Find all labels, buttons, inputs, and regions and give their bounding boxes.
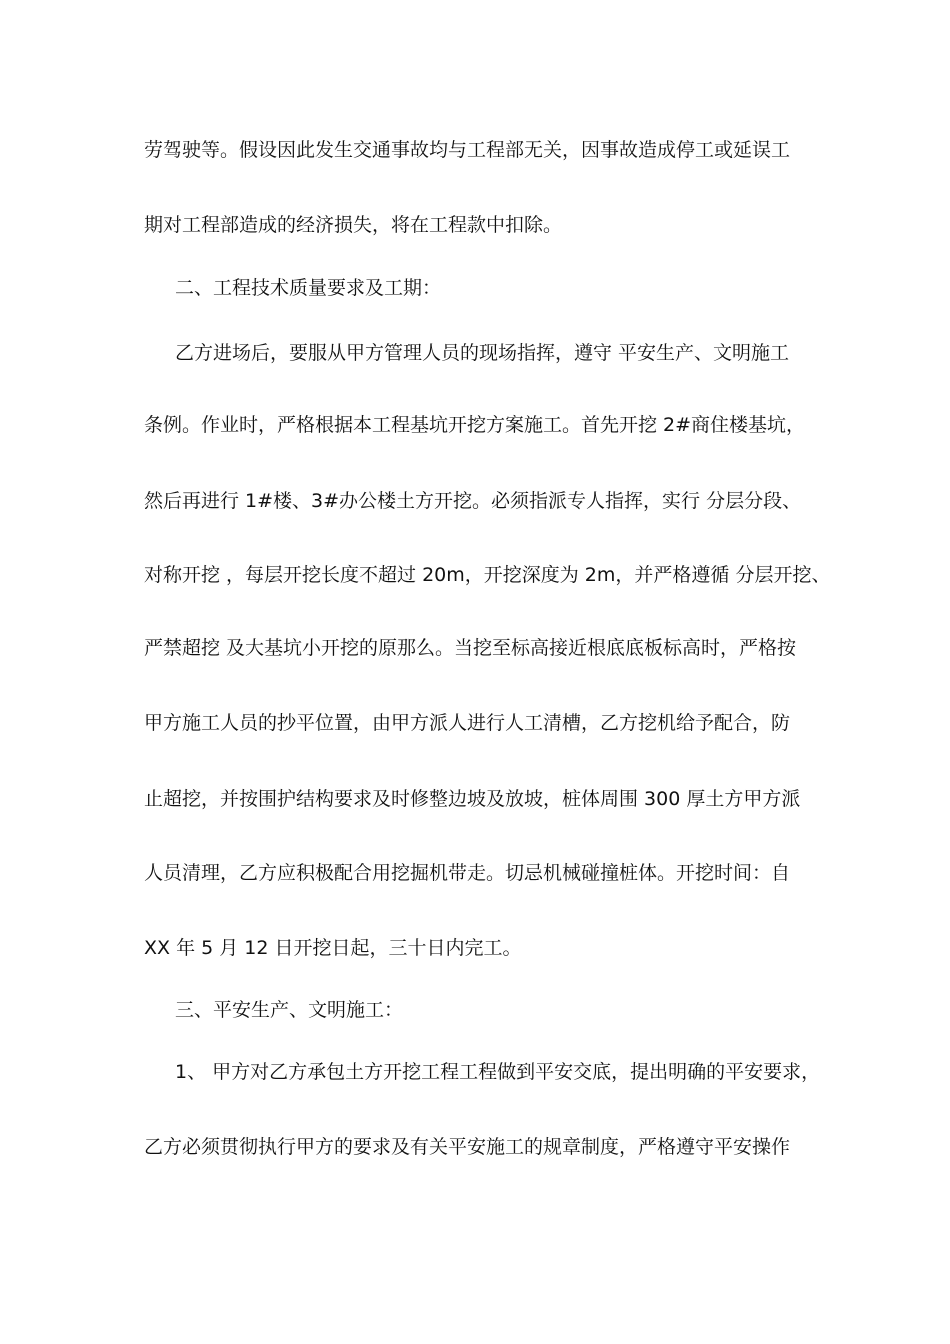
section-heading-safety: 三、平安生产、文明施工： <box>175 999 404 1021</box>
body-text-line: 止超挖，并按围护结构要求及时修整边坡及放坡，桩体周围 300 厚土方甲方派 <box>144 788 801 810</box>
body-text-line: 乙方必须贯彻执行甲方的要求及有关平安施工的规章制度，严格遵守平安操作 <box>144 1136 791 1158</box>
list-item-1: 1、 甲方对乙方承包土方开挖工程工程做到平安交底，提出明确的平安要求， <box>175 1061 821 1083</box>
body-text-line: 劳驾驶等。假设因此发生交通事故均与工程部无关，因事故造成停工或延误工 <box>144 139 791 161</box>
body-text-line: 严禁超挖 及大基坑小开挖的原那么。当挖至标高接近根底底板标高时，严格按 <box>144 637 797 659</box>
body-text-line: 乙方进场后，要服从甲方管理人员的现场指挥，遵守 平安生产、文明施工 <box>175 342 790 364</box>
body-text-line: 然后再进行 1#楼、3#办公楼土方开挖。必须指派专人指挥，实行 分层分段、 <box>144 490 802 512</box>
body-text-line: 甲方施工人员的抄平位置，由甲方派人进行人工清槽，乙方挖机给予配合，防 <box>144 712 791 734</box>
body-text-line: 条例。作业时，严格根据本工程基坑开挖方案施工。首先开挖 2#商住楼基坑， <box>144 414 806 436</box>
body-text-line: 对称开挖 ，每层开挖长度不超过 20m，开挖深度为 2m，并严格遵循 分层开挖、 <box>144 564 831 586</box>
section-heading-quality: 二、工程技术质量要求及工期： <box>175 277 442 299</box>
body-text-line: 期对工程部造成的经济损失，将在工程款中扣除。 <box>144 214 563 236</box>
body-text-line: 人员清理，乙方应积极配合用挖掘机带走。切忌机械碰撞桩体。开挖时间：自 <box>144 862 791 884</box>
body-text-line: XX 年 5 月 12 日开挖日起，三十日内完工。 <box>144 937 522 959</box>
